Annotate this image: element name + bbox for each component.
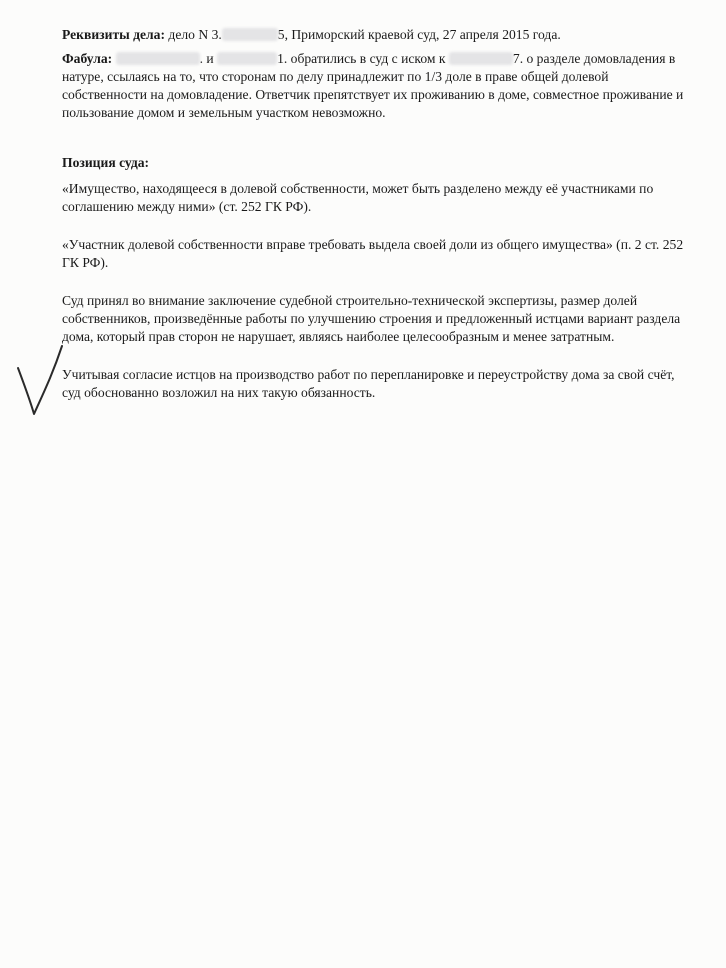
court-reasoning-paragraph: Суд принял во внимание заключение судебной строительно-технической экспертизы, размер долей собственников, произведённые работы по улучшению строения и предложенный истцами вариант раздела дома, который прав сторон не нарушает, являясь наиболее целесообразным и менее затратным. xyxy=(62,293,681,344)
fabula-text-a: . и xyxy=(199,51,214,66)
redacted-case-number xyxy=(222,28,278,41)
handwritten-check-mark-icon xyxy=(14,344,84,424)
quote-paragraph-1: «Имущество, находящееся в долевой собственности, может быть разделено между её участниками по соглашению между ними» (ст. 252 ГК РФ). xyxy=(62,181,654,214)
document-body xyxy=(62,26,694,402)
redacted-plaintiff-1 xyxy=(116,52,200,65)
quote-paragraph-2: «Участник долевой собственности вправе требовать выдела своей доли из общего имущества» (п. 2 ст. 252 ГК РФ). xyxy=(62,237,684,270)
court-conclusion-paragraph: Учитывая согласие истцов на производство работ по перепланировке и переустройству дома за свой счёт, суд обоснованно возложил на них такую обязанность. xyxy=(62,367,675,400)
case-details-label: Реквизиты дела: xyxy=(62,27,166,42)
case-details-text-b: 5, Приморский краевой суд, 27 апреля 2015 года. xyxy=(277,27,561,42)
redacted-plaintiff-2 xyxy=(217,52,277,65)
fabula-text-b: 1. обратились в суд с иском к xyxy=(277,51,446,66)
case-details-line xyxy=(62,26,694,44)
fabula-text-c: 7. о разделе домовладения в натуре, ссылаясь на то, что сторонам по делу принадлежит по 1/3 доле в праве общей долевой собственности на домовладение. Ответчик препятствует их проживанию в доме, совместное проживание и пользование домом и земельным участком невозможно. xyxy=(62,51,684,120)
court-position-heading: Позиция суда: xyxy=(62,155,150,170)
fabula-paragraph xyxy=(62,50,694,122)
redacted-defendant xyxy=(449,52,513,65)
case-details-text-a: дело N 3. xyxy=(168,27,222,42)
fabula-label: Фабула: xyxy=(62,51,113,66)
